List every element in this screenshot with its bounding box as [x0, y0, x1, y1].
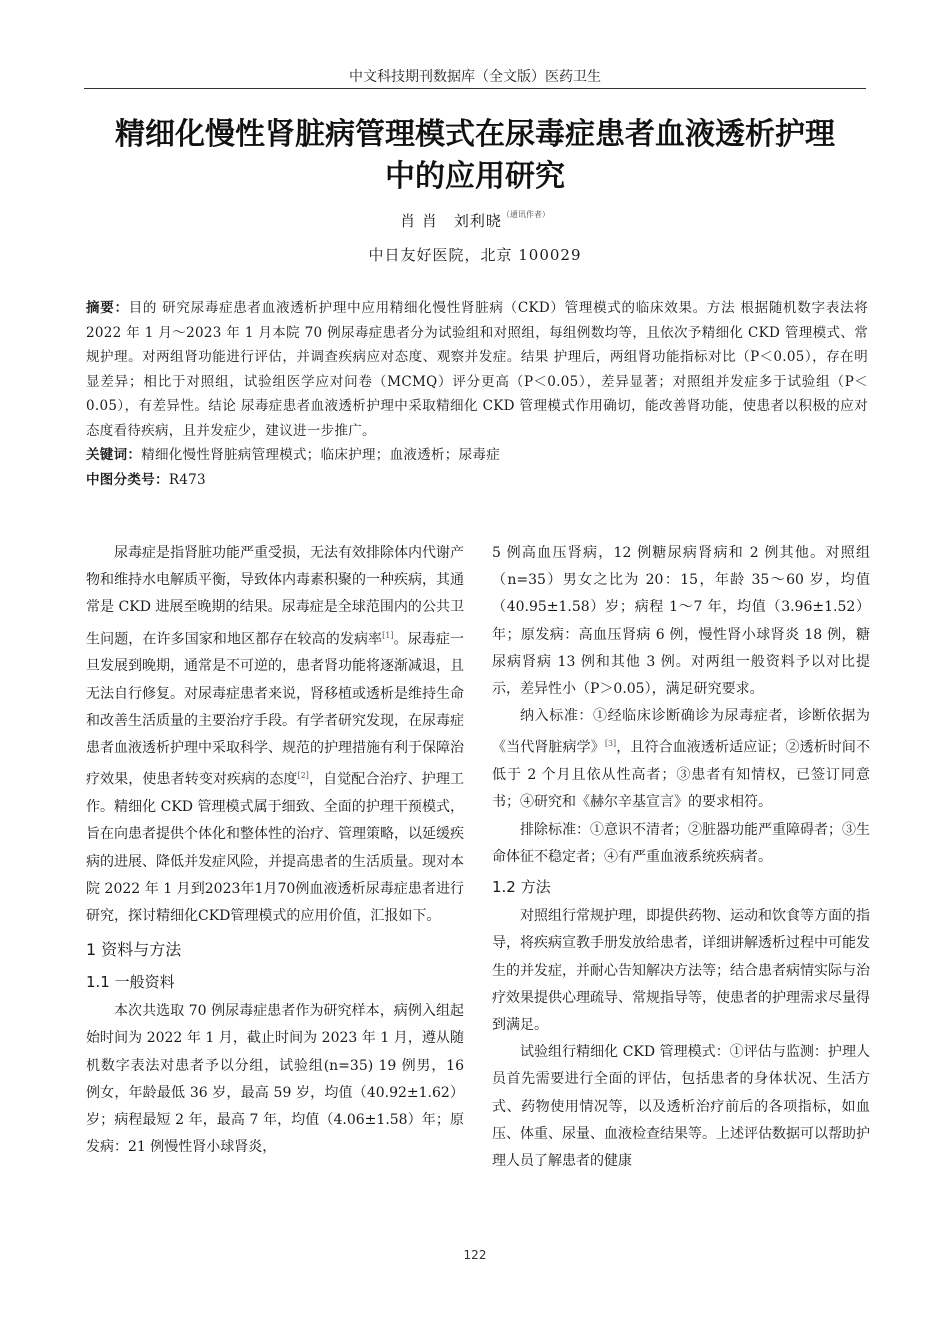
classification-code: R473 — [168, 471, 206, 488]
abstract-block — [86, 296, 868, 492]
left-column — [86, 540, 464, 1161]
section-heading-1: 1 资料与方法 — [86, 940, 182, 960]
keywords — [86, 443, 868, 468]
intro-paragraph — [86, 540, 464, 930]
author-names: 肖 肖 刘利晓 — [400, 212, 502, 230]
exclusion-criteria: 排除标准：①意识不清者；②脏器功能严重障碍者；③生命体征不稳定者；④有严重血液系统疾病者。 — [492, 821, 870, 865]
inclusion-text-1: 纳入标准：①经临床诊断确诊为尿毒症者，诊断依据为《当代肾脏病学》 — [492, 708, 870, 757]
classification-label: 中图分类号： — [86, 471, 169, 488]
inclusion-text-2: ，且符合血液透析适应证；②透析时间不低于 2 个月且依从性高者；③患者有知情权，已签订同意书；④研究和《赫尔辛基宣言》的要求相符。 — [492, 740, 871, 811]
trial-method-paragraph: 试验组行精细化 CKD 管理模式：①评估与监测：护理人员首先需要进行全面的评估，包括患者的身体状况、生活方式、药物使用情况等，以及透析治疗前后的各项指标，如血压、体重、尿量、血液检查结果等。上述评估数据可以帮助护理人员了解患者的健康 — [492, 1044, 870, 1169]
abstract-text: 目的 研究尿毒症患者血液透析护理中应用精细化慢性肾脏病（CKD）管理模式的临床效果。方法 根据随机数字表法将 2022 年 1 月～2023 年 1 月本院 70 例尿毒症患者分为试验组和对照组，每组例数均等，且依次予精细化 CKD 管理模式、常规护理。对两组肾功能进行评估，并调查疾病应对态度、观察并发症。结果 护理后，两组肾功能指标对比（P＜0.05），存在明显差异；相比于对照组，试验组医学应对问卷（MCMQ）评分更高（P＜0.05），差异显著；对照组并发症多于试验组（P＜0.05），有差异性。结论 尿毒症患者血液透析护理中采取精细化 CKD 管理模式作用确切，能改善肾功能，使患者以积极的应对态度看待疾病，且并发症少，建议进一步推广。 — [86, 300, 868, 439]
keywords-text: 精细化慢性肾脏病管理模式；临床护理；血液透析；尿毒症 — [141, 447, 501, 463]
affiliation: 中日友好医院，北京 100029 — [368, 246, 582, 264]
control-method-paragraph: 对照组行常规护理，即提供药物、运动和饮食等方面的指导，将疾病宣教手册发放给患者，详细讲解透析过程中可能发生的并发症，并耐心告知解决方法等；结合患者病情实际与治疗效果提供心理疏导、常规指导等，使患者的护理需求尽量得到满足。 — [492, 908, 870, 1033]
classification — [86, 468, 868, 493]
header-rule — [84, 88, 866, 89]
intro-text-1: 尿毒症是指肾脏功能严重受损，无法有效排除体内代谢产物和维持水电解质平衡，导致体内毒素积聚的一种疾病，其通常是 CKD 进展至晚期的结果。尿毒症是全球范围内的公共卫生问题，在许多国家和地区都存在较高的发病率 — [86, 545, 464, 648]
intro-text-2: 。尿毒症一旦发展到晚期，通常是不可逆的，患者肾功能将逐渐减退，且无法自行修复。对尿毒症患者来说，肾移植或透析是维持生命和改善生活质量的主要治疗手段。有学者研究发现，在尿毒症患者血液透析护理中采取科学、规范的护理措施有利于保障治疗效果，使患者转变对疾病的态度 — [86, 631, 465, 788]
general-info-continuation: 5 例高血压肾病，12 例糖尿病肾病和 2 例其他。对照组（n=35）男女之比为 20：15，年龄 35～60 岁，均值（40.95±1.58）岁；病程 1～7 年，均值（3.96±1.52）年；原发病：高血压肾病 6 例，慢性肾小球肾炎 18 例，糖尿病肾病 13 例和其他 3 例。对两组一般资料予以对比提示，差异性小（P＞0.05），满足研究要求。 — [492, 545, 870, 698]
corresponding-author-note: （通讯作者） — [501, 210, 550, 219]
right-column — [492, 540, 870, 1175]
citation-1: [1] — [382, 630, 394, 640]
page-number: 122 — [463, 1248, 487, 1262]
article-title — [60, 114, 890, 198]
keywords-label: 关键词： — [86, 447, 142, 463]
journal-header: 中文科技期刊数据库（全文版）医药卫生 — [349, 69, 601, 85]
general-info-paragraph: 本次共选取 70 例尿毒症患者作为研究样本，病例入组起始时间为 2022 年 1 月，截止时间为 2023 年 1 月，遵从随机数字表法对患者予以分组，试验组(n=35) 19 例男，16 例女，年龄最低 36 岁，最高 59 岁，均值（40.92±1.62）岁；病程最短 2 年，最高 7 年，均值（4.06±1.58）年；原发病：21 例慢性肾小球肾炎， — [86, 1003, 464, 1156]
section-heading-1-2: 1.2 方法 — [492, 878, 551, 897]
citation-3: [3] — [604, 739, 617, 749]
abstract — [86, 296, 868, 443]
intro-text-3: ，自觉配合治疗、护理工作。精细化 CKD 管理模式属于细致、全面的护理干预模式，旨在向患者提供个体化和整体性的治疗、管理策略，以延缓疾病的进展、降低并发症风险，并提高患者的生活质量。现对本院 2022 年 1 月到2023年1月70例血液透析尿毒症患者进行研究，探讨精细化CKD管理模式的应用价值，汇报如下。 — [86, 771, 465, 924]
inclusion-criteria — [492, 703, 870, 816]
section-heading-1-1: 1.1 一般资料 — [86, 973, 175, 992]
authors — [0, 209, 950, 231]
abstract-label: 摘要： — [86, 300, 129, 316]
citation-2: [2] — [297, 771, 309, 781]
title-line-1: 精细化慢性肾脏病管理模式在尿毒症患者血液透析护理 — [115, 117, 835, 152]
title-line-2: 中的应用研究 — [385, 159, 565, 194]
